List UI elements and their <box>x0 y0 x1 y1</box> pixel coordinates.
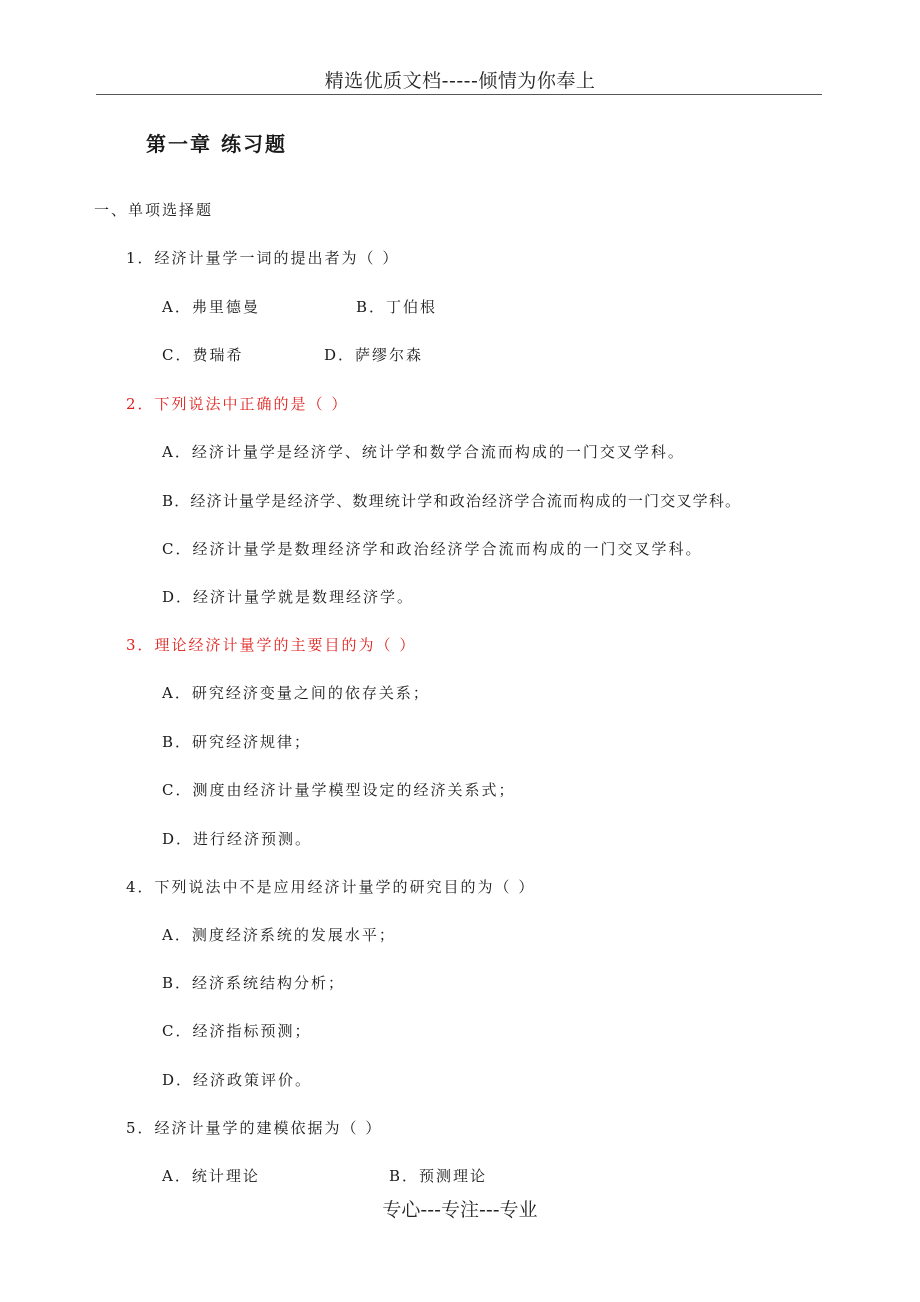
question-4-option-c: C．经济指标预测； <box>162 1022 312 1040</box>
question-4: 4．下列说法中不是应用经济计量学的研究目的为（ ） <box>126 878 536 896</box>
question-4-option-d: D．经济政策评价。 <box>162 1071 313 1089</box>
page-header: 精选优质文档-----倾情为你奉上 <box>324 70 596 92</box>
question-3: 3．理论经济计量学的主要目的为（ ） <box>126 636 417 654</box>
question-3-option-a: A．研究经济变量之间的依存关系； <box>162 684 430 702</box>
question-1: 1．经济计量学一词的提出者为（ ） <box>126 249 400 267</box>
chapter-title: 第一章 练习题 <box>146 132 287 156</box>
question-4-option-b: B．经济系统结构分析； <box>162 974 346 992</box>
question-1-option-d: D．萨缪尔森 <box>324 346 424 364</box>
question-3-option-d: D．进行经济预测。 <box>162 830 313 848</box>
question-2-option-a: A．经济计量学是经济学、统计学和数学合流而构成的一门交叉学科。 <box>162 443 685 461</box>
question-2: 2．下列说法中正确的是（ ） <box>126 395 349 413</box>
question-1-option-a: A．弗里德曼 <box>162 298 260 316</box>
question-2-option-c: C．经济计量学是数理经济学和政治经济学合流而构成的一门交叉学科。 <box>162 540 703 558</box>
question-5-option-a: A．统计理论 <box>162 1167 260 1185</box>
question-2-option-d: D．经济计量学就是数理经济学。 <box>162 588 415 606</box>
question-5-option-b: B．预测理论 <box>389 1167 488 1185</box>
question-5: 5．经济计量学的建模依据为（ ） <box>126 1119 383 1137</box>
question-1-option-b: B．丁伯根 <box>356 298 438 316</box>
page-footer: 专心---专注---专业 <box>382 1199 538 1221</box>
question-3-option-c: C．测度由经济计量学模型设定的经济关系式； <box>162 781 516 799</box>
question-2-option-b: B．经济计量学是经济学、数理统计学和政治经济学合流而构成的一门交叉学科。 <box>162 492 742 510</box>
header-divider <box>96 94 822 95</box>
question-4-option-a: A．测度经济系统的发展水平； <box>162 926 396 944</box>
section-title: 一、单项选择题 <box>94 201 214 219</box>
question-1-option-c: C．费瑞希 <box>162 346 244 364</box>
question-3-option-b: B．研究经济规律； <box>162 733 312 751</box>
